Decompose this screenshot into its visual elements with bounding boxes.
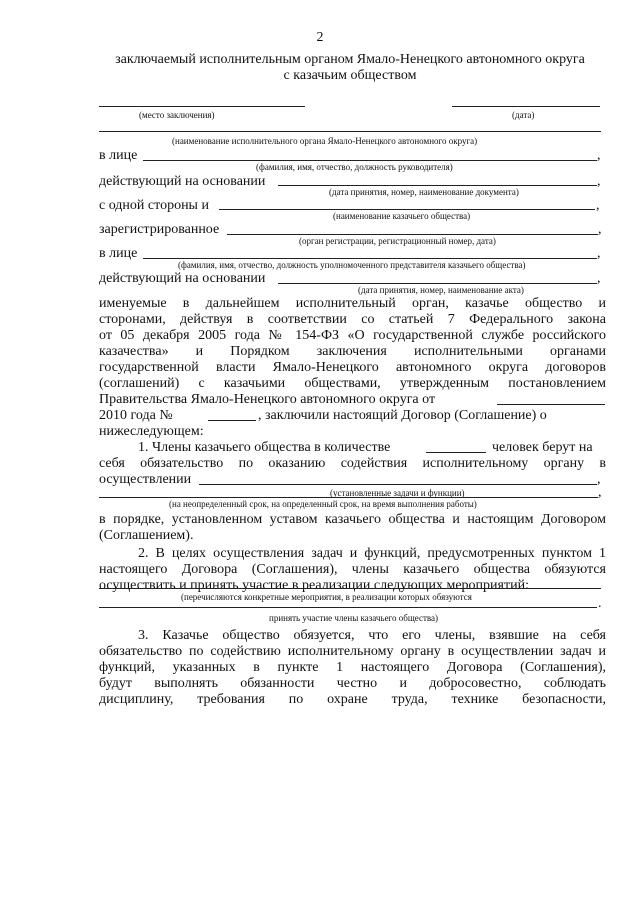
rep-fio-field[interactable] (143, 258, 597, 259)
text-line: (Соглашением). (99, 528, 194, 543)
text-line: себя обязательство по оказанию содействия исполнительному органу в (99, 456, 606, 471)
document-title-line-2: с казачьим обществом (283, 68, 417, 83)
rep-fio-caption: (фамилия, имя, отчество, должность уполномоченного представителя казачьего общества) (178, 260, 526, 270)
date-caption: (дата) (512, 110, 535, 120)
intro-line-7: Правительства Ямало-Ненецкого автономного округа от (99, 392, 436, 407)
society-name-caption: (наименование казачьего общества) (333, 211, 471, 221)
p2-paragraph (99, 546, 606, 594)
registration-caption: (орган регистрации, регистрационный номер, дата) (299, 236, 496, 246)
intro-paragraph (99, 296, 606, 392)
date-field[interactable] (452, 106, 600, 107)
comma: , (597, 271, 601, 286)
text-line: (соглашений) с казачьими обществами, утвержденным постановлением (99, 376, 606, 391)
acting-act-label: действующий на основании (99, 271, 266, 286)
intro-line-8b: , заключили настоящий Договор (Соглашение) о (258, 408, 547, 423)
p1-paragraph (99, 456, 606, 472)
organ-name-caption: (наименование исполнительного органа Ямало-Ненецкого автономного округа) (172, 136, 478, 146)
comma: , (598, 485, 602, 500)
place-field[interactable] (99, 106, 305, 107)
one-side-label: с одной стороны и (99, 198, 209, 213)
comma: , (597, 472, 601, 487)
head-fio-caption: (фамилия, имя, отчество, должность руководителя) (256, 162, 453, 172)
organ-name-field[interactable] (99, 131, 601, 132)
p1-line1a: 1. Члены казачьего общества в количестве (138, 440, 391, 455)
tasks-field[interactable] (199, 484, 597, 485)
page-number: 2 (316, 30, 324, 45)
registered-label: зарегистрированное (99, 222, 220, 237)
text-line: сторонами, действуя в соответствии со статьей 7 Федерального закона (99, 312, 606, 327)
registration-field[interactable] (227, 234, 598, 235)
head-fio-field[interactable] (143, 160, 597, 161)
act-basis-caption: (дата принятия, номер, наименование акта) (358, 285, 524, 295)
text-line: функций, указанных в пункте 1 настоящего Договора (Соглашения), (99, 660, 606, 675)
intro-line-9: нижеследующем: (99, 424, 204, 439)
comma: , (596, 198, 600, 213)
resolution-date-field[interactable] (497, 404, 605, 405)
text-line: настоящего Договора (Соглашения), члены казачьего общества обязуются (99, 562, 606, 577)
text-line: казачества» и Порядком заключения исполнительными органами (99, 344, 606, 359)
comma: , (597, 246, 601, 261)
text-line: 3. Казачье общество обязуется, что его члены, взявшие на себя (138, 628, 606, 643)
text-line: осуществить и принять участие в реализации следующих мероприятий: (99, 578, 529, 593)
comma: , (597, 148, 601, 163)
events-caption-2: принять участие члены казачьего общества) (269, 613, 439, 623)
p1-after-paragraph (99, 512, 606, 544)
p1-line1b: человек берут на (492, 440, 593, 455)
events-caption-1: (перечисляются конкретные мероприятия, в реализации которых обязуются (181, 592, 472, 602)
doc-basis-caption: (дата принятия, номер, наименование документа) (329, 187, 519, 197)
document-title-line-1: заключаемый исполнительным органом Ямало-Ненецкого автономного округа (115, 52, 585, 67)
comma: , (598, 222, 602, 237)
term-field[interactable] (99, 497, 598, 498)
events-field-1[interactable] (99, 588, 601, 589)
doc-basis-field[interactable] (278, 185, 597, 186)
p3-paragraph (99, 628, 606, 708)
text-line: именуемые в дальнейшем исполнительный орган, казачье общество и (99, 296, 606, 311)
text-line: дисциплину, требования по охране труда, технике безопасности, (99, 692, 606, 707)
in-person-rep-label: в лице (99, 246, 138, 261)
text-line: будут выполнять обязанности честно и добросовестно, соблюдать (99, 676, 606, 691)
society-name-field[interactable] (219, 209, 595, 210)
comma: . (598, 596, 602, 611)
text-line: 2. В целях осуществления задач и функций, предусмотренных пунктом 1 (138, 546, 606, 561)
in-person-label: в лице (99, 148, 138, 163)
events-field-2[interactable] (99, 607, 597, 608)
intro-line-8a: 2010 года № (99, 408, 173, 423)
tasks-caption: (установленные задачи и функции) (330, 488, 465, 498)
acting-basis-label: действующий на основании (99, 174, 266, 189)
term-caption: (на неопределенный срок, на определенный срок, на время выполнения работы) (169, 499, 477, 509)
text-line: государственной власти Ямало-Ненецкого автономного округа договоров (99, 360, 606, 375)
comma: , (597, 174, 601, 189)
place-caption: (место заключения) (139, 110, 215, 120)
act-basis-field[interactable] (278, 283, 597, 284)
text-line: обязательство по содействию исполнительному органу в осуществлении задач и (99, 644, 606, 659)
members-count-field[interactable] (426, 452, 486, 453)
text-line: от 05 декабря 2005 года № 154-ФЗ «О государственной службе российского (99, 328, 606, 343)
implement-label: осуществлении (99, 472, 192, 487)
text-line: в порядке, установленном уставом казачьего общества и настоящим Договором (99, 512, 606, 527)
resolution-number-field[interactable] (208, 420, 256, 421)
